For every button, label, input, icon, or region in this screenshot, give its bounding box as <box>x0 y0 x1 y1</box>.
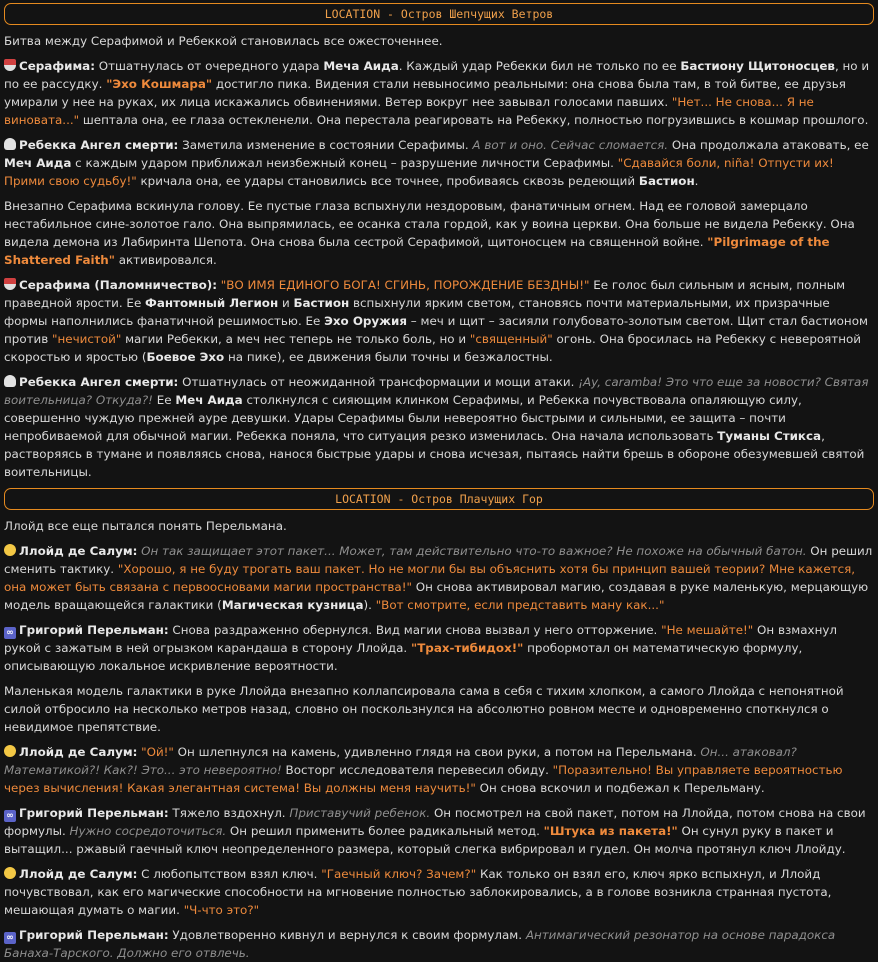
text-segment: Восторг исследователя перевесил обиду. <box>281 763 553 777</box>
text-segment: Он взмахнул рукой с зажатым в ней огрызком карандаша в сторону Ллойда. <box>4 623 837 655</box>
character-line <box>4 276 874 366</box>
text-segment: Он снова активировал магию, создавая в руке маленькую, мерцающую модель вращающейся галактики ( <box>4 580 869 612</box>
shield-icon <box>4 59 16 71</box>
text-segment: Внезапно Серафима вскинула голову. Ее пустые глаза вспыхнули нездоровым, фанатичным огнем. Над ее головой замерцало нестабильное сине-золотое гало. Она выпрямилась, ее осанка стала гордой, как у воина церкви. Она больше не видела Ребекку. Она видела демона из Лабиринта Шепота. Она снова была сестрой Серафимой, щитоносцем на священной войне. <box>4 199 855 249</box>
text-segment: Она продолжала атаковать, ее <box>668 138 869 152</box>
character-line <box>4 57 874 129</box>
text-segment: Фантомный Легион <box>145 296 279 310</box>
text-segment: шептала она, ее глаза остекленели. Она перестала реагировать на Ребекку, полностью погрузившись в кошмар прошлого. <box>79 113 869 127</box>
speaker-name: Ллойд де Салум: <box>19 544 138 558</box>
text-segment: Меч Аида <box>4 156 72 170</box>
narration <box>4 197 874 269</box>
text-segment: пробормотал он математическую формулу, описывающую локальное искривление вероятности. <box>4 641 803 673</box>
text-segment: – меч и щит – засияли голубовато-золотым светом. Щит стал бастионом против <box>4 314 868 346</box>
character-line <box>4 621 874 675</box>
text-segment: Меч Аида <box>175 393 243 407</box>
text-segment: Он шлепнулся на камень, удивленно глядя на свои руки, а потом на Перельмана. <box>173 745 701 759</box>
text-segment: "Не мешайте!" <box>661 623 754 637</box>
skull-icon <box>4 138 16 150</box>
narration <box>4 682 874 736</box>
shield-icon <box>4 278 16 290</box>
text-segment: "Штука из пакета!" <box>543 824 678 838</box>
text-segment: Как только он взял его, ключ ярко вспыхнул, и Ллойд почувствовал, как его магические способности на мгновение полностью заблокировались, а в голове возникла странная пустота, мешающая думать о магии. <box>4 867 832 917</box>
text-segment: Тяжело вздохнул. <box>168 806 290 820</box>
text-segment: "Гаечный ключ? Зачем?" <box>321 867 477 881</box>
text-segment: "Вот смотрите, если представить ману как..." <box>375 598 665 612</box>
text-segment: и <box>278 296 294 310</box>
text-segment: Он решил применить более радикальный метод. <box>226 824 544 838</box>
infinity-icon: ∞ <box>4 627 16 639</box>
text-segment: "Сдавайся боли, niña! Отпусти их! Прими свою судьбу!" <box>4 156 834 188</box>
text-segment: Бастиону Щитоносцев <box>680 59 835 73</box>
text-segment: , растворяясь в тумане и появляясь снова, нанося быстрые удары и снова исчезая, пытаясь найти брешь в обороне обезумевшей святой воительницы. <box>4 429 865 479</box>
text-segment: . <box>694 174 699 188</box>
text-segment: Маленькая модель галактики в руке Ллойда внезапно коллапсировала сама в себя с тихим хлопком, а самого Ллойда с непонятной силой отбросило на несколько метров назад, словно он поскользнулся на абсолютно ровном месте и одновременно споткнулся о невидимое препятствие. <box>4 684 844 734</box>
character-line <box>4 136 874 190</box>
text-segment: кричала она, ее удары становились все точнее, пробиваясь сквозь редеющий <box>136 174 639 188</box>
text-segment: Отшатнулась от неожиданной трансформации и мощи атаки. <box>178 375 579 389</box>
text-segment: Он сунул руку в пакет и вытащил... ржавый гаечный ключ неопределенного размера, который слегка вибрировал и гудел. Он молча протянул ключ Ллойду. <box>4 824 846 856</box>
text-segment: Битва между Серафимой и Ребеккой становилась все ожесточеннее. <box>4 34 443 48</box>
text-segment: Ее <box>152 393 176 407</box>
text-segment: А вот и оно. Сейчас сломается. <box>472 138 669 152</box>
text-segment: на пике), ее движения были точны и безжалостны. <box>224 350 553 364</box>
text-segment: Нужно сосредоточиться. <box>69 824 227 838</box>
text-segment: "Хорошо, я не буду трогать ваш пакет. Но не могли бы вы объяснить хотя бы принцип вашей теории? Мне кажется, она может быть связана с первоосновами магии пространства!" <box>4 562 856 594</box>
character-line <box>4 865 874 919</box>
text-segment: Снова раздраженно обернулся. Вид магии снова вызвал у него отторжение. <box>168 623 662 637</box>
text-segment: Антимагический резонатор на основе парадокса Банаха-Тарского. Должно его отвлечь. <box>4 928 836 960</box>
text-segment: "священный" <box>469 332 553 346</box>
text-segment: "Ой!" <box>141 745 174 759</box>
text-segment: Он... атаковал? Математикой?! Как?! Это... это невероятно! <box>4 745 797 777</box>
character-line <box>4 743 874 797</box>
speaker-name: Ллойд де Салум: <box>19 867 138 881</box>
smiley-face-icon <box>4 867 16 879</box>
text-segment: "Трах-тибидох!" <box>411 641 524 655</box>
text-segment: Меча Аида <box>323 59 399 73</box>
infinity-icon: ∞ <box>4 932 16 944</box>
text-segment: достигло пика. Видения стали невыносимо реальными: она снова была там, в той битве, ее друзья умирали у нее на руках, их лица искажались обвинениями. Ветер вокруг нее завывал голосами павших. <box>4 77 846 109</box>
skull-icon <box>4 375 16 387</box>
text-segment: Ллойд все еще пытался понять Перельмана. <box>4 519 287 533</box>
text-segment: С любопытством взял ключ. <box>137 867 322 881</box>
infinity-icon: ∞ <box>4 810 16 822</box>
narration <box>4 32 874 50</box>
narration <box>4 517 874 535</box>
text-segment: Он так защищает этот пакет... Может, там действительно что-то важное? Не похоже на обычный батон. <box>141 544 807 558</box>
speaker-name: Григорий Перельман: <box>19 928 169 942</box>
text-segment: огонь. Она бросилась на Ребекку с невероятной скоростью и яростью ( <box>4 332 862 364</box>
text-segment: ¡Ay, caramba! Это что еще за новости? Святая воительница? Откуда?! <box>4 375 869 407</box>
speaker-name: Ребекка Ангел смерти: <box>19 375 179 389</box>
character-line <box>4 804 874 858</box>
speaker-name: Ллойд де Салум: <box>19 745 138 759</box>
text-segment: вспыхнули ярким светом, становясь почти материальными, их призрачные формы наполнились фанатичной решимостью. Ее <box>4 296 830 328</box>
speaker-name: Серафима (Паломничество): <box>19 278 217 292</box>
speaker-name: Григорий Перельман: <box>19 623 169 637</box>
location-header: LOCATION - Остров Шепчущих Ветров <box>4 3 874 25</box>
text-segment: Бастион <box>293 296 350 310</box>
text-segment: Удовлетворенно кивнул и вернулся к своим формулам. <box>168 928 526 942</box>
text-segment: магии Ребекки, а меч нес теперь не только боль, но и <box>121 332 470 346</box>
speaker-name: Ребекка Ангел смерти: <box>19 138 179 152</box>
text-segment: Заметила изменение в состоянии Серафимы. <box>178 138 473 152</box>
text-segment: ). <box>363 598 376 612</box>
text-segment: , но и по ее рассудку. <box>4 59 870 91</box>
text-segment: Эхо Оружия <box>324 314 407 328</box>
text-segment: столкнулся с сияющим клинком Серафимы, и Ребекка почувствовала опаляющую силу, совершенно чуждую прежней ауре девушки. Удары Серафимы были невероятно быстрыми и сильными, ее защита – почти непробиваемой для обычной магии. Ребекка поняла, что ситуация резко изменилась. Она начала использовать <box>4 393 802 443</box>
speaker-name: Серафима: <box>19 59 95 73</box>
smiley-face-icon <box>4 544 16 556</box>
text-segment: "нечистой" <box>52 332 122 346</box>
text-segment: "Эхо Кошмара" <box>106 77 213 91</box>
text-segment: Он решил сменить тактику. <box>4 544 873 576</box>
text-segment: "Ч-что это?" <box>183 903 260 917</box>
text-segment: активировался. <box>114 253 217 267</box>
text-segment: Бастион <box>638 174 695 188</box>
text-segment: "Поразительно! Вы управляете вероятностью через вычисления! Какая элегантная система! Вы должны меня научить!" <box>4 763 843 795</box>
text-segment: Отшатнулась от очередного удара <box>94 59 324 73</box>
location-header: LOCATION - Остров Плачущих Гор <box>4 488 874 510</box>
text-segment: Боевое Эхо <box>146 350 225 364</box>
character-line <box>4 542 874 614</box>
text-segment: "ВО ИМЯ ЕДИНОГО БОГА! СГИНЬ, ПОРОЖДЕНИЕ БЕЗДНЫ!" <box>220 278 590 292</box>
text-segment: Он снова вскочил и подбежал к Перельману. <box>475 781 765 795</box>
character-line <box>4 926 874 962</box>
text-segment: "Нет... Не снова... Я не виновата..." <box>4 95 814 127</box>
text-segment: Туманы Стикса <box>717 429 822 443</box>
text-segment: с каждым ударом приближал неизбежный конец – разрушение личности Серафимы. <box>71 156 618 170</box>
speaker-name: Григорий Перельман: <box>19 806 169 820</box>
text-segment: Ее голос был сильным и ясным, полным праведной ярости. Ее <box>4 278 846 310</box>
text-segment: . Каждый удар Ребекки бил не только по ее <box>398 59 681 73</box>
character-line <box>4 373 874 481</box>
text-segment: Он посмотрел на свой пакет, потом на Ллойда, потом снова на свои формулы. <box>4 806 866 838</box>
text-segment: Приставучий ребенок. <box>289 806 431 820</box>
text-segment: "Pilgrimage of the Shattered Faith" <box>4 235 830 267</box>
smiley-face-icon <box>4 745 16 757</box>
text-segment: Магическая кузница <box>221 598 364 612</box>
